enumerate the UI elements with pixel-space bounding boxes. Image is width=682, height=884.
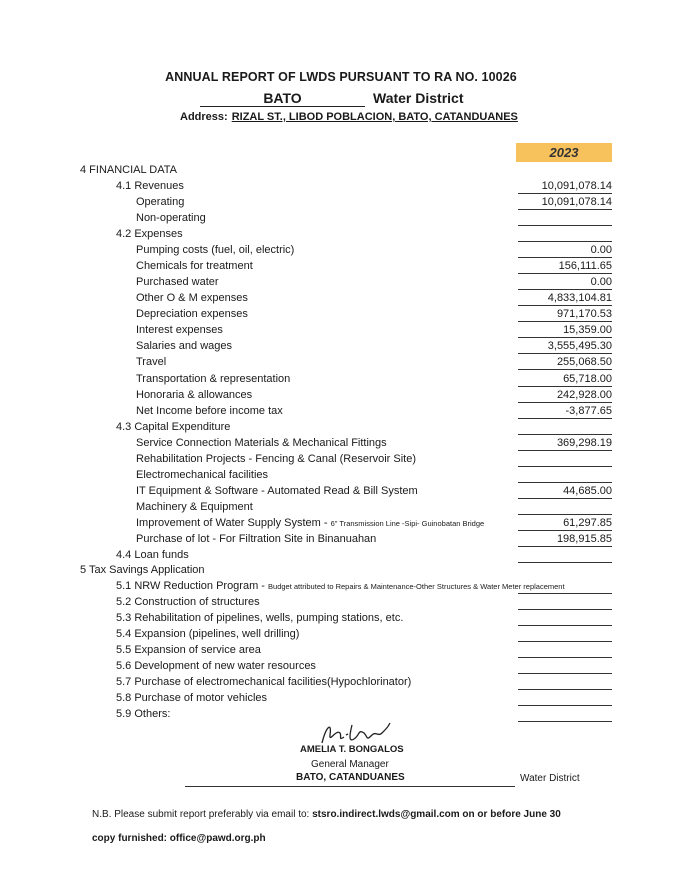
- table-row: [0, 611, 682, 627]
- row-label-text: 5.8 Purchase of motor vehicles: [116, 692, 268, 704]
- row-label: [80, 163, 177, 177]
- row-value: [518, 579, 612, 594]
- row-value: [518, 468, 612, 483]
- row-label: [116, 675, 411, 689]
- row-label-text: 4 FINANCIAL DATA: [80, 164, 177, 176]
- row-value: 4,833,104.81: [518, 291, 612, 306]
- table-row: [0, 548, 682, 564]
- row-label-text: Purchased water: [136, 276, 219, 288]
- row-value: 0.00: [518, 275, 612, 290]
- table-row: [0, 404, 682, 420]
- row-value: 3,555,495.30: [518, 339, 612, 354]
- district-line: [200, 90, 464, 107]
- row-value: 198,915.85: [518, 532, 612, 547]
- table-row: [0, 195, 682, 211]
- table-row: [0, 452, 682, 468]
- row-value: [518, 227, 612, 242]
- table-row: [0, 243, 682, 259]
- table-row: [0, 659, 682, 675]
- table-row: [0, 643, 682, 659]
- row-label-text: Other O & M expenses: [136, 292, 248, 304]
- row-value: 10,091,078.14: [518, 179, 612, 194]
- row-value: 971,170.53: [518, 307, 612, 322]
- row-label: [80, 563, 205, 577]
- signatory-suffix: Water District: [520, 773, 580, 784]
- row-label: [116, 691, 267, 705]
- row-value: 0.00: [518, 243, 612, 258]
- row-label: [136, 243, 294, 257]
- row-label-detail: Budget attributed to Repairs & Maintenance-Other Structures & Water Meter replacement: [268, 582, 565, 591]
- row-label-text: 5.4 Expansion (pipelines, well drilling): [116, 628, 300, 640]
- row-label: [116, 179, 184, 193]
- table-row: [0, 500, 682, 516]
- row-label: [136, 452, 416, 466]
- row-label: [116, 611, 403, 625]
- row-value: -3,877.65: [518, 404, 612, 419]
- row-label-text: Salaries and wages: [136, 340, 233, 352]
- table-row: [0, 163, 682, 179]
- row-label-text: Pumping costs (fuel, oil, electric): [136, 244, 295, 256]
- row-label-text: 4.1 Revenues: [116, 180, 184, 192]
- row-label-text: 5.5 Expansion of service area: [116, 644, 261, 656]
- row-label-text: Transportation & representation: [136, 373, 291, 385]
- row-value: [518, 611, 612, 626]
- row-label: [136, 211, 206, 225]
- row-label: [136, 275, 219, 289]
- row-label: [116, 579, 565, 594]
- row-label: [136, 500, 253, 514]
- row-value: [518, 707, 612, 722]
- row-label-text: 5 Tax Savings Application: [80, 564, 205, 576]
- row-label: [136, 516, 484, 531]
- row-label: [116, 707, 170, 721]
- row-label: [116, 548, 189, 562]
- row-label: [116, 659, 316, 673]
- row-label: [136, 259, 253, 273]
- row-value: 15,359.00: [518, 323, 612, 338]
- table-row: [0, 355, 682, 371]
- row-label-text: Non-operating: [136, 212, 206, 224]
- row-label: [136, 436, 387, 450]
- row-label: [136, 372, 290, 386]
- row-label-text: 5.2 Construction of structures: [116, 596, 260, 608]
- row-label: [116, 420, 230, 434]
- row-label: [136, 532, 376, 546]
- row-label-text: Depreciation expenses: [136, 308, 248, 320]
- row-value: 65,718.00: [518, 372, 612, 387]
- row-value: [518, 595, 612, 610]
- note-email: stsro.indirect.lwds@gmail.com on or before June 30: [312, 809, 561, 820]
- row-label-text: Travel: [136, 356, 167, 368]
- table-row: [0, 291, 682, 307]
- table-row: [0, 372, 682, 388]
- row-label: [136, 468, 268, 482]
- row-value: 156,111.65: [518, 259, 612, 274]
- row-value: [518, 211, 612, 226]
- address-line: [180, 111, 518, 123]
- row-label: [136, 339, 232, 353]
- row-label: [136, 404, 283, 418]
- row-value: [518, 452, 612, 467]
- row-label-text: 4.2 Expenses: [116, 228, 183, 240]
- table-row: [0, 579, 682, 595]
- row-label-text: IT Equipment & Software - Automated Read & Bill System: [136, 485, 418, 497]
- row-label: [116, 627, 299, 641]
- row-value: [518, 548, 612, 563]
- submission-note: [92, 809, 561, 820]
- table-row: [0, 595, 682, 611]
- row-label-text: Interest expenses: [136, 324, 223, 336]
- year-header: 2023: [516, 143, 612, 162]
- row-value: [518, 659, 612, 674]
- table-row: [0, 275, 682, 291]
- row-label-text: Chemicals for treatment: [136, 260, 253, 272]
- table-row: [0, 323, 682, 339]
- row-value: 61,297.85: [518, 516, 612, 531]
- table-row: [0, 436, 682, 452]
- row-value: [518, 420, 612, 435]
- row-label: [136, 195, 184, 209]
- row-label-text: Honoraria & allowances: [136, 389, 253, 401]
- address-label: Address:: [180, 111, 228, 123]
- address-value: RIZAL ST., LIBOD POBLACION, BATO, CATANDUANES: [231, 111, 518, 123]
- row-label: [116, 643, 261, 657]
- table-row: [0, 420, 682, 436]
- district-suffix: Water District: [373, 90, 464, 106]
- row-label-text: Rehabilitation Projects - Fencing & Canal (Reservoir Site): [136, 453, 417, 465]
- row-label-text: Purchase of lot - For Filtration Site in Binanuahan: [136, 533, 377, 545]
- table-row: [0, 179, 682, 195]
- row-label: [136, 388, 252, 402]
- row-value: [518, 675, 612, 690]
- row-label-text: Operating: [136, 196, 185, 208]
- row-label-text: Electromechanical facilities: [136, 469, 269, 481]
- table-row: [0, 675, 682, 691]
- table-row: [0, 563, 682, 579]
- table-row: [0, 468, 682, 484]
- row-label-text: 5.9 Others:: [116, 708, 171, 720]
- row-value: [518, 643, 612, 658]
- row-label-text: 5.3 Rehabilitation of pipelines, wells, pumping stations, etc.: [116, 612, 404, 624]
- row-value: [518, 691, 612, 706]
- district-name: BATO: [200, 90, 365, 107]
- table-row: [0, 691, 682, 707]
- table-row: [0, 339, 682, 355]
- row-label: [136, 291, 248, 305]
- row-label-detail: 6" Transmission Line -Sipi- Guinobatan Bridge: [330, 519, 485, 528]
- row-label-text: Machinery & Equipment: [136, 501, 253, 513]
- row-value: 369,298.19: [518, 436, 612, 451]
- row-label-text: 5.6 Development of new water resources: [116, 660, 316, 672]
- table-row: [0, 627, 682, 643]
- signatory-name: AMELIA T. BONGALOS: [300, 744, 404, 755]
- table-row: [0, 307, 682, 323]
- table-row: [0, 388, 682, 404]
- row-label-text: 5.1 NRW Reduction Program -: [116, 580, 269, 592]
- row-label-text: 5.7 Purchase of electromechanical facilities(Hypochlorinator): [116, 676, 412, 688]
- row-label-text: Service Connection Materials & Mechanical Fittings: [136, 437, 387, 449]
- row-label: [116, 595, 260, 609]
- row-label: [136, 323, 223, 337]
- signatory-place: BATO, CATANDUANES: [296, 772, 405, 783]
- row-value: 10,091,078.14: [518, 195, 612, 210]
- row-value: [518, 500, 612, 515]
- table-row: [0, 211, 682, 227]
- row-label-text: 4.4 Loan funds: [116, 549, 189, 561]
- report-title: ANNUAL REPORT OF LWDS PURSUANT TO RA NO. 10026: [165, 70, 517, 84]
- table-row: [0, 227, 682, 243]
- table-row: [0, 259, 682, 275]
- signature-underline: [185, 786, 515, 787]
- signatory-position: General Manager: [311, 759, 389, 770]
- row-label-text: Net Income before income tax: [136, 405, 283, 417]
- row-label-text: 4.3 Capital Expenditure: [116, 421, 231, 433]
- row-label: [136, 355, 166, 369]
- row-label: [116, 227, 183, 241]
- row-label: [136, 484, 418, 498]
- row-label: [136, 307, 248, 321]
- row-value: 255,068.50: [518, 355, 612, 370]
- row-value: [518, 627, 612, 642]
- row-value: 44,685.00: [518, 484, 612, 499]
- table-row: [0, 516, 682, 532]
- table-row: [0, 484, 682, 500]
- row-value: 242,928.00: [518, 388, 612, 403]
- table-row: [0, 532, 682, 548]
- row-label-text: Improvement of Water Supply System -: [136, 517, 331, 529]
- note-prefix: N.B. Please submit report preferably via email to:: [92, 809, 313, 820]
- copy-furnished: copy furnished: office@pawd.org.ph: [92, 833, 266, 844]
